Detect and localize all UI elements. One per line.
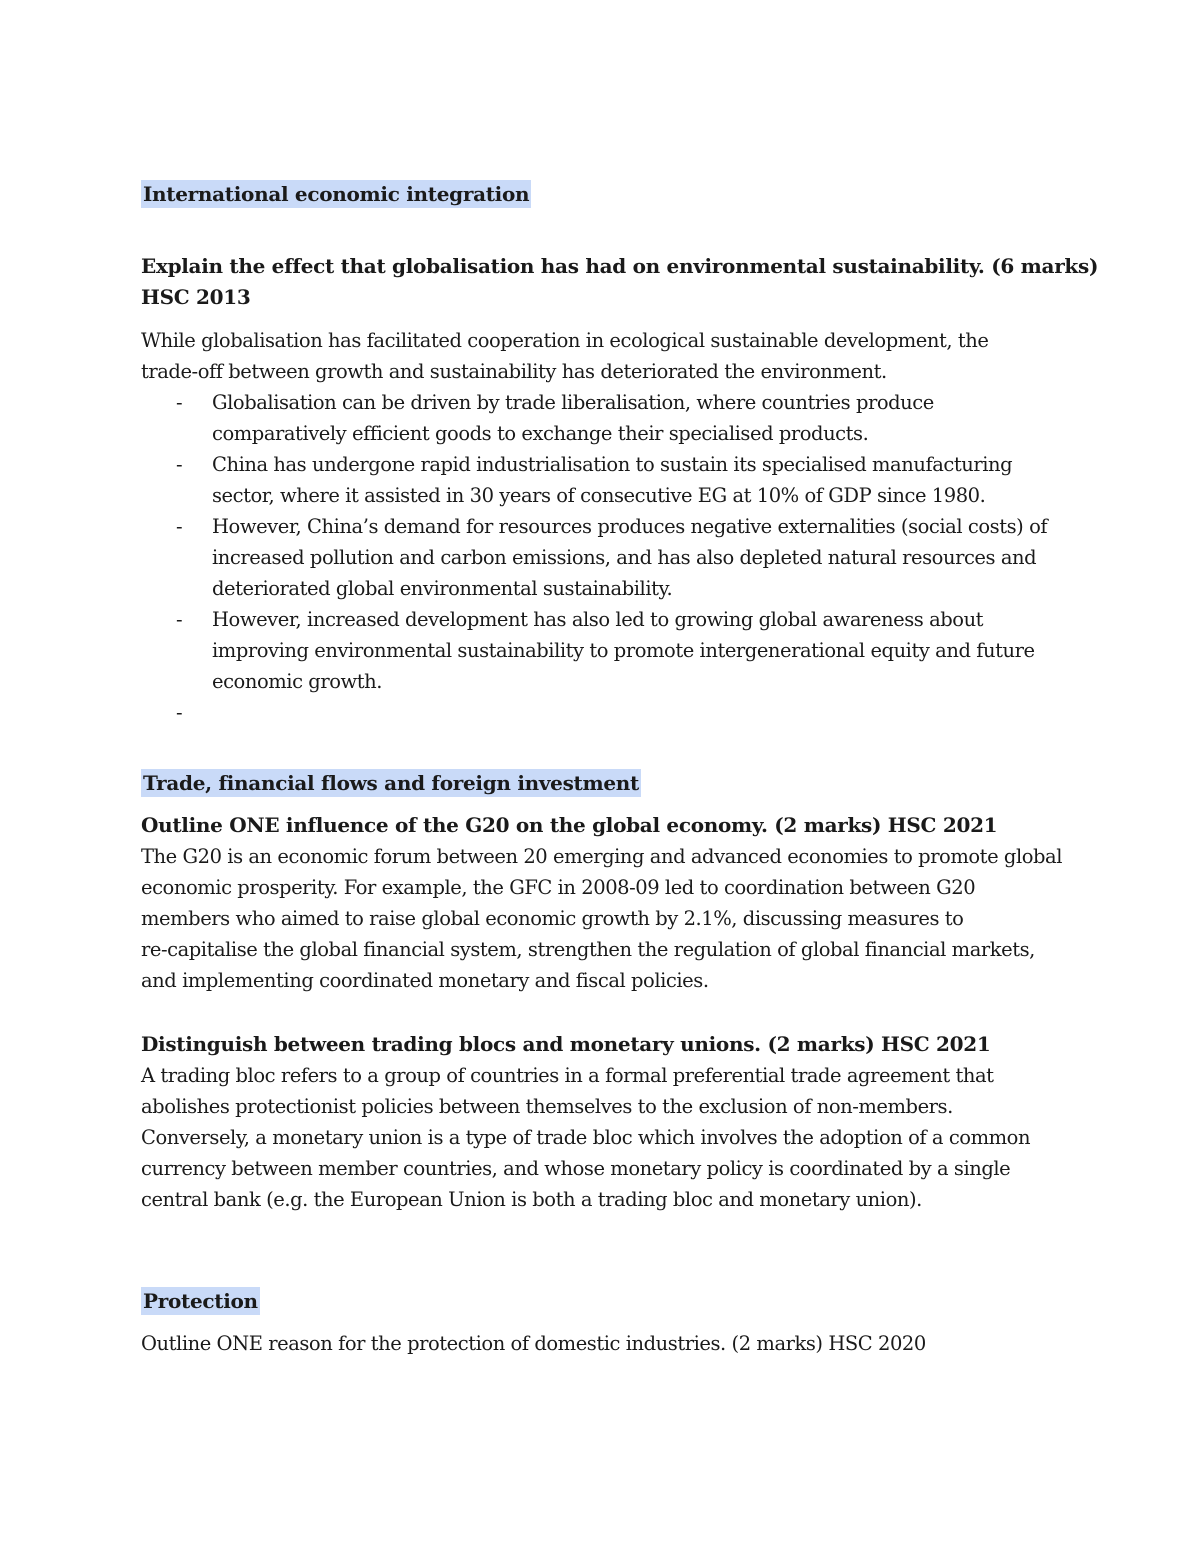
answer-line: and implementing coordinated monetary and fiscal policies. bbox=[141, 969, 709, 992]
bullet-line: Globalisation can be driven by trade liberalisation, where countries produce bbox=[212, 391, 934, 414]
bullet-dash: - bbox=[176, 515, 183, 538]
bullet-line: comparatively efficient goods to exchange their specialised products. bbox=[212, 422, 869, 445]
question-g20-influence: Outline ONE influence of the G20 on the global economy. (2 marks) HSC 2021 bbox=[141, 813, 998, 837]
question-protection: Outline ONE reason for the protection of domestic industries. (2 marks) HSC 2020 bbox=[141, 1332, 926, 1355]
bullet-item bbox=[141, 387, 1041, 449]
bullet-line: However, China’s demand for resources produces negative externalities (social costs) of bbox=[212, 515, 1048, 538]
answer-line: abolishes protectionist policies between themselves to the exclusion of non-members. bbox=[141, 1095, 953, 1118]
question-line: Explain the effect that globalisation has had on environmental sustainability. (6 marks) bbox=[141, 254, 1099, 278]
heading-protection: Protection bbox=[143, 1289, 258, 1313]
answer-bullet-list bbox=[141, 387, 1048, 728]
question-line: HSC 2013 bbox=[141, 285, 251, 309]
answer-line: currency between member countries, and whose monetary policy is coordinated by a single bbox=[141, 1157, 1011, 1180]
answer-line: A trading bloc refers to a group of countries in a formal preferential trade agreement that bbox=[141, 1064, 994, 1087]
bullet-line: China has undergone rapid industrialisation to sustain its specialised manufacturing bbox=[212, 453, 1013, 476]
answer-g20 bbox=[141, 841, 1071, 996]
answer-line: Conversely, a monetary union is a type of trade bloc which involves the adoption of a common bbox=[141, 1126, 1031, 1149]
bullet-line: economic growth. bbox=[212, 670, 382, 693]
answer-line: members who aimed to raise global economic growth by 2.1%, discussing measures to bbox=[141, 907, 964, 930]
bullet-line: improving environmental sustainability to promote intergenerational equity and future bbox=[212, 639, 1035, 662]
answer-line: economic prosperity. For example, the GFC in 2008-09 led to coordination between G20 bbox=[141, 876, 976, 899]
answer-line: central bank (e.g. the European Union is both a trading bloc and monetary union). bbox=[141, 1188, 922, 1211]
bullet-item bbox=[141, 604, 1041, 697]
answer-trading-blocs bbox=[141, 1060, 1071, 1215]
bullet-dash: - bbox=[176, 701, 183, 724]
answer-line: While globalisation has facilitated cooperation in ecological sustainable development, the bbox=[141, 329, 989, 352]
question-globalisation-sustainability bbox=[141, 251, 1099, 313]
question-trading-blocs: Distinguish between trading blocs and monetary unions. (2 marks) HSC 2021 bbox=[141, 1032, 991, 1056]
answer-line: re-capitalise the global financial system, strengthen the regulation of global financial markets, bbox=[141, 938, 1035, 961]
bullet-item bbox=[141, 449, 1041, 511]
answer-line: trade-off between growth and sustainability has deteriorated the environment. bbox=[141, 360, 887, 383]
bullet-line: deteriorated global environmental sustainability. bbox=[212, 577, 673, 600]
heading-trade-financial-flows: Trade, financial flows and foreign investment bbox=[143, 771, 639, 795]
bullet-item-empty bbox=[141, 697, 1041, 728]
heading-international-economic-integration: International economic integration bbox=[143, 182, 530, 206]
bullet-line: sector, where it assisted in 30 years of consecutive EG at 10% of GDP since 1980. bbox=[212, 484, 986, 507]
bullet-line: However, increased development has also led to growing global awareness about bbox=[212, 608, 984, 631]
bullet-item bbox=[141, 511, 1048, 604]
bullet-dash: - bbox=[176, 391, 183, 414]
answer-intro bbox=[141, 325, 1071, 387]
bullet-dash: - bbox=[176, 608, 183, 631]
bullet-dash: - bbox=[176, 453, 183, 476]
answer-line: The G20 is an economic forum between 20 emerging and advanced economies to promote global bbox=[141, 845, 1063, 868]
bullet-line: increased pollution and carbon emissions, and has also depleted natural resources and bbox=[212, 546, 1037, 569]
